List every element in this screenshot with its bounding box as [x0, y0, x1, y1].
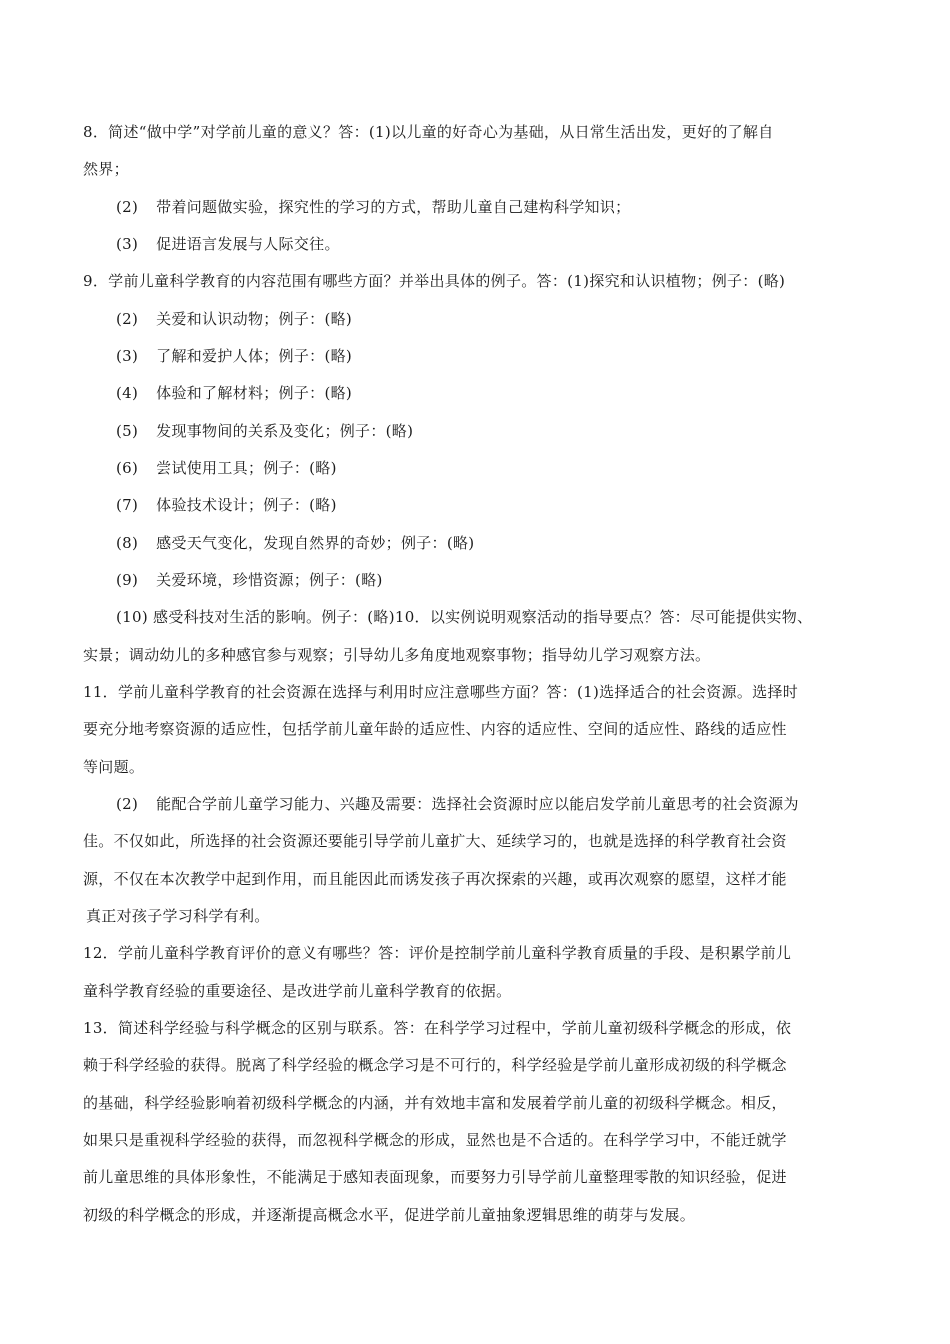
text-line: 然界； [83, 160, 129, 178]
item-text: 发现事物间的关系及变化；例子：(略) [156, 422, 414, 440]
item-number: (3) [116, 347, 139, 365]
item-text: 体验技术设计；例子：(略) [156, 496, 337, 514]
list-item [116, 495, 337, 515]
item-text: 能配合学前儿童学习能力、兴趣及需要：选择社会资源时应以能启发学前儿童思考的社会资源为 [156, 795, 799, 813]
item-number: (2) [116, 795, 139, 813]
item-number: (7) [116, 496, 139, 514]
text-line: 的基础，科学经验影响着初级科学概念的内涵，并有效地丰富和发展着学前儿童的初级科学概念。相反， [83, 1094, 787, 1112]
list-item [116, 346, 352, 366]
text-line: 如果只是重视科学经验的获得，而忽视科学概念的形成，显然也是不合适的。在科学学习中，不能迁就学 [83, 1131, 787, 1149]
text-line: (10) 感受科技对生活的影响。例子：(略)10．以实例说明观察活动的指导要点？答：尽可能提供实物、 [116, 608, 813, 626]
text-line: 童科学教育经验的重要途径、是改进学前儿童科学教育的依据。 [83, 982, 512, 1000]
list-item [116, 570, 383, 590]
item-text: 了解和爱护人体；例子：(略) [156, 347, 353, 365]
text-line: 赖于科学经验的获得。脱离了科学经验的概念学习是不可行的，科学经验是学前儿童形成初级的科学概念 [83, 1056, 787, 1074]
item-number: (5) [116, 422, 139, 440]
list-item [116, 234, 340, 254]
item-number: (3) [116, 235, 139, 253]
list-item [116, 794, 799, 814]
item-number: (6) [116, 459, 139, 477]
text-line: 12．学前儿童科学教育评价的意义有哪些？答：评价是控制学前儿童科学教育质量的手段、是积累学前儿 [83, 944, 792, 962]
item-text: 感受天气变化，发现自然界的奇妙；例子：(略) [156, 534, 475, 552]
list-item [116, 309, 352, 329]
text-line: 源，不仅在本次教学中起到作用，而且能因此而诱发孩子再次探索的兴趣，或再次观察的愿望，这样才能 [83, 870, 787, 888]
item-number: (9) [116, 571, 139, 589]
text-line: 佳。不仅如此，所选择的社会资源还要能引导学前儿童扩大、延续学习的，也就是选择的科学教育社会资 [83, 832, 787, 850]
text-line: 等问题。 [83, 758, 145, 776]
item-text: 关爱环境，珍惜资源；例子：(略) [156, 571, 383, 589]
text-line: 11．学前儿童科学教育的社会资源在选择与利用时应注意哪些方面？答：(1)选择适合的社会资源。选择时 [83, 683, 799, 701]
text-line: 实景；调动幼儿的多种感官参与观察；引导幼儿多角度地观察事物；指导幼儿学习观察方法。 [83, 646, 711, 664]
item-number: (4) [116, 384, 139, 402]
list-item [116, 421, 413, 441]
list-item [116, 533, 474, 553]
item-number: (2) [116, 310, 139, 328]
text-line: 要充分地考察资源的适应性，包括学前儿童年龄的适应性、内容的适应性、空间的适应性、路线的适应性 [83, 720, 787, 738]
item-text: 带着问题做实验，探究性的学习的方式，帮助儿童自己建构科学知识； [156, 198, 631, 216]
item-text: 促进语言发展与人际交往。 [156, 235, 340, 253]
text-line: 13．简述科学经验与科学概念的区别与联系。答：在科学学习过程中，学前儿童初级科学概念的形成，依 [83, 1019, 792, 1037]
list-item [116, 383, 352, 403]
text-line: 初级的科学概念的形成，并逐渐提高概念水平，促进学前儿童抽象逻辑思维的萌芽与发展。 [83, 1206, 696, 1224]
text-line: 前儿童思维的具体形象性，不能满足于感知表面现象，而要努力引导学前儿童整理零散的知识经验，促进 [83, 1168, 787, 1186]
list-item [116, 458, 337, 478]
text-line: 8．简述“做中学”对学前儿童的意义？答：(1)以儿童的好奇心为基础，从日常生活出发，更好的了解自 [83, 123, 774, 141]
text-line: 真正对孩子学习科学有利。 [86, 907, 270, 925]
item-text: 体验和了解材料；例子：(略) [156, 384, 353, 402]
list-item [116, 197, 630, 217]
item-text: 尝试使用工具；例子：(略) [156, 459, 337, 477]
item-text: 关爱和认识动物；例子：(略) [156, 310, 353, 328]
text-line: 9．学前儿童科学教育的内容范围有哪些方面？并举出具体的例子。答：(1)探究和认识植物；例子：(略) [83, 272, 786, 290]
item-number: (2) [116, 198, 139, 216]
item-number: (8) [116, 534, 139, 552]
